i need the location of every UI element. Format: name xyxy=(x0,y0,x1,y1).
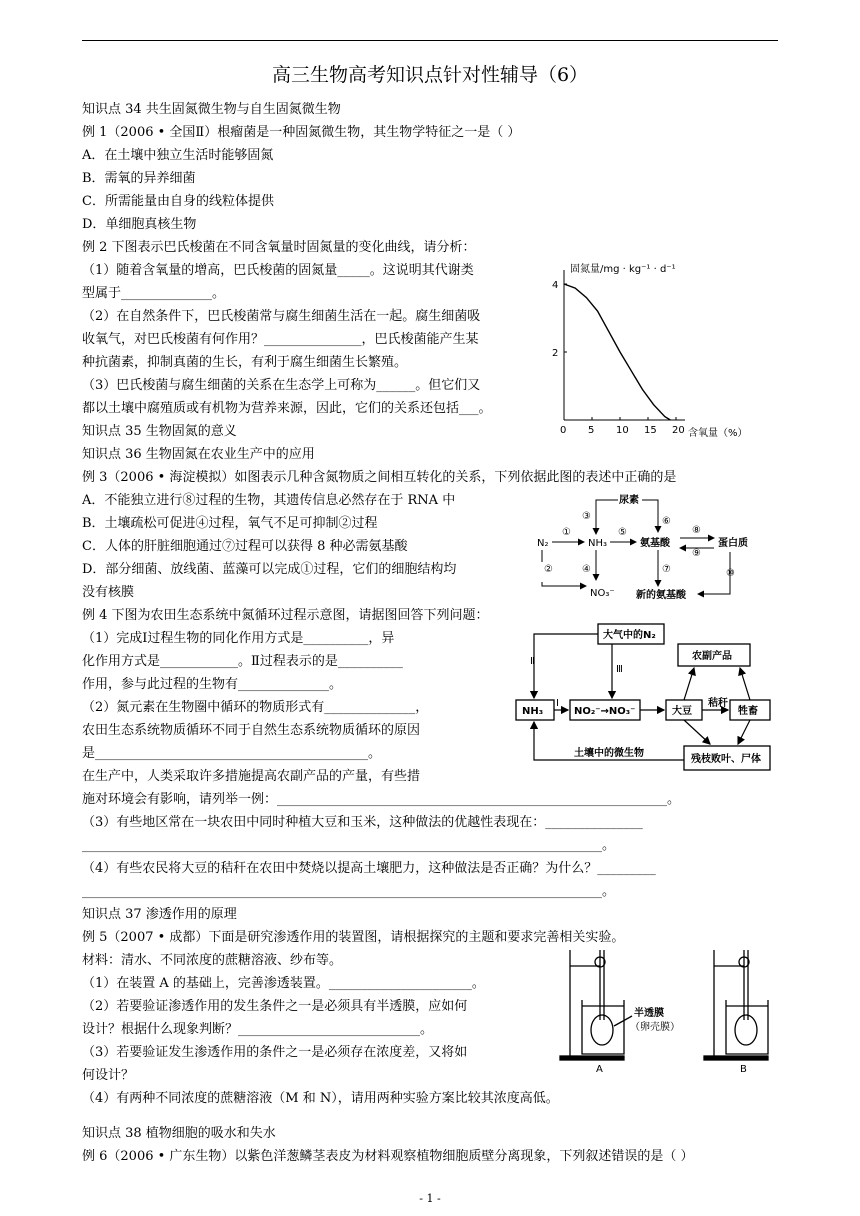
osmosis-apparatus-diagram xyxy=(556,944,776,1076)
text-line: 例 3（2006 • 海淀模拟）如图表示几种含氮物质之间相互转化的关系，下列依据此图的表述中正确的是 xyxy=(82,470,677,485)
reaction-2-label: Ⅱ xyxy=(530,656,535,667)
text-line: （1）完成Ⅰ过程生物的同化作用方式是__________，异 xyxy=(82,631,395,646)
nitrogen-conversion-diagram xyxy=(530,490,760,606)
x-tick-label: 10 xyxy=(616,425,629,436)
text-line: A．在土壤中独立生活时能够固氮 xyxy=(82,148,274,163)
text-line: 没有核膜 xyxy=(82,585,135,600)
text-line: 何设计？ xyxy=(82,1068,135,1083)
text-line: 设计？根据什么现象判断？____________________________。 xyxy=(82,1022,434,1037)
node-urea: 尿素 xyxy=(619,495,639,506)
text-line: （3）有些地区常在一块农田中同时种植大豆和玉米，这种做法的优越性表现在：_______________ xyxy=(82,815,643,830)
apparatus-a-label: A xyxy=(596,1064,603,1075)
label-atmospheric-n2: 大气中的N₂ xyxy=(603,630,656,641)
label-soybean: 大豆 xyxy=(672,706,692,717)
text-line: （1）随着含氧量的增高，巴氏梭菌的固氮量_____。这说明其代谢类 xyxy=(82,263,474,278)
x-tick-label: 0 xyxy=(560,425,567,436)
text-line: 例 5（2007 • 成都）下面是研究渗透作用的装置图，请根据探究的主题和要求完善相关实验。 xyxy=(82,930,625,945)
membrane-label: 半透膜 xyxy=(634,1008,664,1019)
chart-xlabel: 含氧量（%） xyxy=(688,428,748,439)
text-line: 在生产中，人类采取许多措施提高农副产品的产量，有些措 xyxy=(82,769,421,784)
step-9-label: ⑨ xyxy=(692,548,701,559)
label-products: 农副产品 xyxy=(692,651,732,662)
apparatus-b xyxy=(704,950,768,1060)
label-nitrite-nitrate: NO₂⁻→NO₃⁻ xyxy=(574,706,636,717)
text-line: C．所需能量由自身的线粒体提供 xyxy=(82,194,274,209)
text-line: 都以土壤中腐殖质或有机物为营养来源，因此，它们的关系还包括___。 xyxy=(82,401,492,416)
step-2-label: ② xyxy=(544,564,553,575)
text-line: 型属于______________。 xyxy=(82,286,226,301)
text-line: D．部分细菌、放线菌、蓝藻可以完成①过程，它们的细胞结构均 xyxy=(82,562,457,577)
text-line: （2）在自然条件下，巴氏梭菌常与腐生细菌生活在一起。腐生细菌吸 xyxy=(82,309,481,324)
step-7-label: ⑦ xyxy=(662,564,671,575)
text-line: B．土壤疏松可促进④过程，氧气不足可抑制②过程 xyxy=(82,516,378,531)
x-tick-label: 15 xyxy=(644,425,657,436)
label-straw: 秸秆 xyxy=(708,698,728,709)
step-1-label: ① xyxy=(562,527,571,538)
text-line: ________________________________________________________________________________。 xyxy=(82,838,615,853)
text-line: （3）巴氏梭菌与腐生细菌的关系在生态学上可称为______。但它们又 xyxy=(82,378,481,393)
text-line: 知识点 34 共生固氮微生物与自生固氮微生物 xyxy=(82,102,341,117)
text-line: 种抗菌素，抑制真菌的生长，有利于腐生细菌生长繁殖。 xyxy=(82,355,408,370)
header-rule xyxy=(82,40,778,41)
label-nh3: NH₃ xyxy=(522,706,544,717)
label-residue: 残枝败叶、尸体 xyxy=(691,754,761,765)
farmland-nitrogen-cycle-diagram xyxy=(512,620,774,778)
diagram-arrows xyxy=(542,500,730,594)
fixation-curve xyxy=(564,284,670,420)
text-line: （3）若要验证发生渗透作用的条件之一是必须存在浓度差，又将如 xyxy=(82,1045,468,1060)
text-line: （2）若要验证渗透作用的发生条件之一是必须具有半透膜，应如何 xyxy=(82,999,468,1014)
reaction-3-label: Ⅲ xyxy=(616,664,623,675)
text-line: 例 4 下图为农田生态系统中氮循环过程示意图，请据图回答下列问题： xyxy=(82,608,489,623)
text-line: 是__________________________________________。 xyxy=(82,746,381,761)
node-nh3: NH₃ xyxy=(588,538,608,549)
node-n2: N₂ xyxy=(537,538,549,549)
step-4-label: ④ xyxy=(582,564,591,575)
step-10-label: ⑩ xyxy=(726,568,735,579)
node-protein: 蛋白质 xyxy=(718,538,748,549)
text-line: 施对环境会有影响，请列举一例：____________________________________________________________。 xyxy=(82,792,681,807)
text-line: 化作用方式是____________。Ⅱ过程表示的是__________ xyxy=(82,654,403,669)
x-tick-label: 20 xyxy=(672,425,685,436)
reaction-1-label: Ⅰ xyxy=(556,698,559,709)
text-line: 材料：清水、不同浓度的蔗糖溶液、纱布等。 xyxy=(82,953,343,968)
text-line: 知识点 35 生物固氮的意义 xyxy=(82,424,237,439)
text-line: 例 6（2006 • 广东生物）以紫色洋葱鳞茎表皮为材料观察植物细胞质壁分离现象，下列叙述错误的是（ ） xyxy=(82,1149,694,1164)
step-3-label: ③ xyxy=(582,511,591,522)
text-line: （4）有些农民将大豆的秸秆在农田中焚烧以提高土壤肥力，这种做法是否正确？为什么？_________ xyxy=(82,861,656,876)
y-tick-label: 4 xyxy=(552,280,559,291)
text-line: 知识点 38 植物细胞的吸水和失水 xyxy=(82,1126,276,1141)
text-line: 知识点 36 生物固氮在农业生产中的应用 xyxy=(82,447,315,462)
text-line: （4）有两种不同浓度的蔗糖溶液（M 和 N），请用两种实验方案比较其浓度高低。 xyxy=(82,1091,559,1106)
node-no3: NO₃⁻ xyxy=(590,588,615,599)
apparatus-a xyxy=(560,950,632,1060)
text-line: A．不能独立进行⑧过程的生物，其遗传信息必然存在于 RNA 中 xyxy=(82,493,456,508)
label-microbes: 土壤中的微生物 xyxy=(574,748,644,759)
text-line: （1）在装置 A 的基础上，完善渗透装置。______________________。 xyxy=(82,976,485,991)
text-line: 收氧气，对巴氏梭菌有何作用？_______________，巴氏梭菌能产生某 xyxy=(82,332,479,347)
x-tick-label: 5 xyxy=(588,425,595,436)
step-8-label: ⑧ xyxy=(692,525,701,536)
label-livestock: 牲畜 xyxy=(738,706,758,717)
text-line: 农田生态系统物质循环不同于自然生态系统物质循环的原因 xyxy=(82,723,421,738)
node-amino-acid: 氨基酸 xyxy=(640,538,670,549)
text-line: 知识点 37 渗透作用的原理 xyxy=(82,907,237,922)
node-new-amino-acid: 新的氨基酸 xyxy=(636,590,686,601)
step-5-label: ⑤ xyxy=(618,527,627,538)
chart-ylabel: 固氮量/mg · kg⁻¹ · d⁻¹ xyxy=(570,264,676,275)
text-line: D．单细胞真核生物 xyxy=(82,217,197,232)
y-tick-label: 2 xyxy=(552,348,559,359)
text-line: B．需氧的异养细菌 xyxy=(82,171,196,186)
page-title: 高三生物高考知识点针对性辅导（6） xyxy=(271,64,589,86)
text-line: ________________________________________________________________________________。 xyxy=(82,884,615,899)
text-line: C．人体的肝脏细胞通过⑦过程可以获得 8 种必需氨基酸 xyxy=(82,539,408,554)
apparatus-b-label: B xyxy=(740,1064,747,1075)
text-line: （2）氮元素在生物圈中循环的物质形式有______________， xyxy=(82,700,429,715)
step-6-label: ⑥ xyxy=(662,516,671,527)
membrane-sublabel: （卵壳膜） xyxy=(630,1022,680,1033)
text-line: 例 2 下图表示巴氏梭菌在不同含氧量时固氮量的变化曲线，请分析： xyxy=(82,240,476,255)
text-line: 例 1（2006 • 全国Ⅱ）根瘤菌是一种固氮微生物，其生物学特征之一是（ ） xyxy=(82,125,521,140)
page-number: - 1 - xyxy=(419,1192,441,1205)
text-line: 作用，参与此过程的生物有______________。 xyxy=(82,677,343,692)
nitrogen-fixation-chart xyxy=(540,252,790,444)
